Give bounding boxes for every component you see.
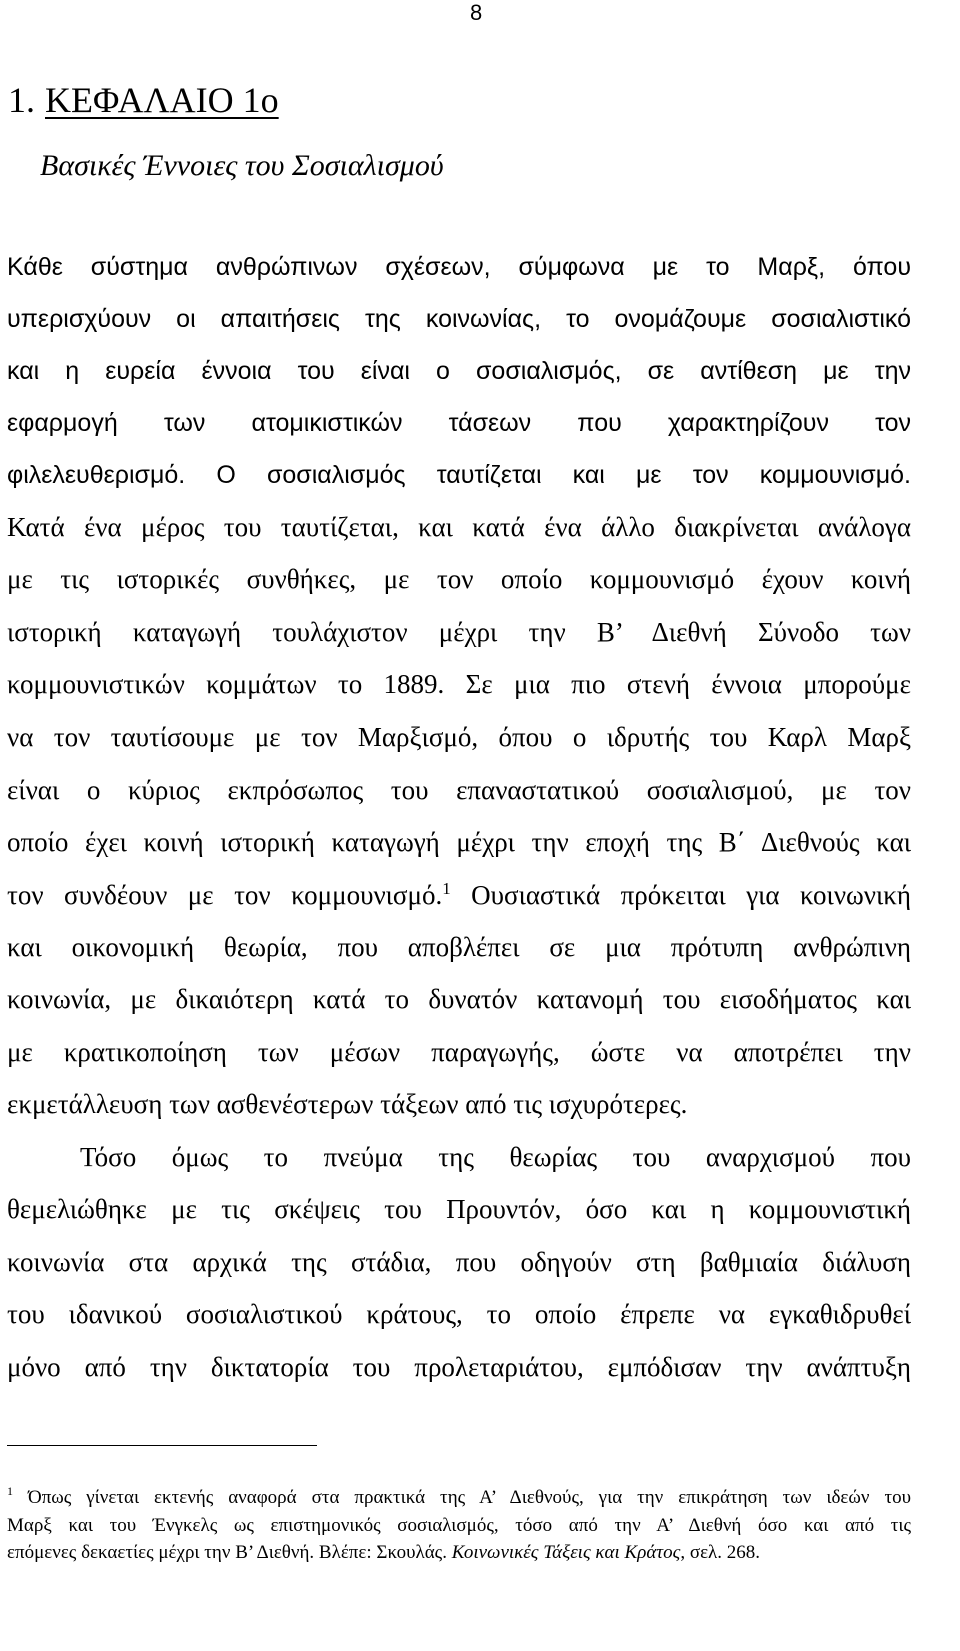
footnote-marker: 1 [7,1484,13,1498]
body-line: θεμελιώθηκε με τις σκέψεις του Προυντόν, όσο και η κομμουνιστική [7,1194,911,1224]
body-line: μόνο από την δικτατορία του προλεταριάτου, εμπόδισαν την ανάπτυξη [7,1352,911,1382]
body-line: κομμουνιστικών κομμάτων το 1889. Σε μια πιο στενή έννοια μπορούμε [7,669,911,699]
body-line: του ιδανικού σοσιαλιστικού κράτους, το οποίο έπρεπε να εγκαθιδρυθεί [7,1299,911,1329]
body-line: και η ευρεία έννοια του είναι ο σοσιαλισμός, σε αντίθεση με την [7,357,911,385]
footnote-text: επόμενες δεκαετίες μέχρι την Β’ Διεθνή. Βλέπε: Σκουλάς. [7,1542,452,1563]
chapter-number: 1. [8,80,35,120]
body-line-part: τον συνδέουν με τον κομμουνισμό. [7,880,443,910]
footnote-text: Όπως γίνεται εκτενής αναφορά στα πρακτικά της Α’ Διεθνούς, για την επικράτηση των ιδεών του [27,1487,912,1508]
body-line: υπερισχύουν οι απαιτήσεις της κοινωνίας, το ονομάζουμε σοσιαλιστικό [7,305,911,333]
body-line: να τον ταυτίσουμε με τον Μαρξισμό, όπου ο ιδρυτής του Καρλ Μαρξ [7,722,911,752]
body-line: οποίο έχει κοινή ιστορική καταγωγή μέχρι την εποχή της Β΄ Διεθνούς και [7,827,911,857]
footnote-line [7,1485,911,1510]
body-line-part: Ουσιαστικά πρόκειται για κοινωνική [450,880,911,910]
chapter-heading [8,78,279,122]
body-line: κοινωνία στα αρχικά της στάδια, που οδηγούν στη βαθμιαία διάλυση [7,1247,911,1277]
body-line: εφαρμογή των ατομικιστικών τάσεων που χαρακτηρίζουν τον [7,409,911,437]
body-line: ιστορική καταγωγή τουλάχιστον μέχρι την Β’ Διεθνή Σύνοδο των [7,617,911,647]
body-line: Κατά ένα μέρος του ταυτίζεται, και κατά ένα άλλο διακρίνεται ανάλογα [7,512,911,542]
body-line [7,878,911,912]
body-line: εκμετάλλευση των ασθενέστερων τάξεων από τις ισχυρότερες. [7,1089,688,1119]
body-line: και οικονομική θεωρία, που αποβλέπει σε μια πρότυπη ανθρώπινη [7,932,911,962]
section-subtitle: Βασικές Έννοιες του Σοσιαλισμού [40,149,444,182]
body-line: με κρατικοποίηση των μέσων παραγωγής, ώστε να αποτρέπει την [7,1037,911,1067]
footnote-text: , σελ. 268. [680,1542,761,1563]
footnote-reference[interactable]: 1 [442,879,451,898]
body-line: κοινωνία, με δικαιότερη κατά το δυνατόν κατανομή του εισοδήματος και [7,984,911,1014]
body-line: φιλελευθερισμό. Ο σοσιαλισμός ταυτίζεται και με τον κομμουνισμό. [7,461,911,489]
page-number: 8 [470,0,483,25]
footnote-line: Μαρξ και του Ένγκελς ως επιστημονικός σοσιαλισμός, τόσο από την Α’ Διεθνή όσο και από τις [7,1515,911,1536]
body-line: Κάθε σύστημα ανθρώπινων σχέσεων, σύμφωνα με το Μαρξ, όπου [7,253,911,281]
footnote-line [7,1540,911,1565]
body-line: με τις ιστορικές συνθήκες, με τον οποίο κομμουνισμό έχουν κοινή [7,564,911,594]
body-line: Τόσο όμως το πνεύμα της θεωρίας του αναρχισμού που [80,1142,911,1172]
chapter-title: ΚΕΦΑΛΑΙΟ 1ο [45,80,279,120]
body-line: είναι ο κύριος εκπρόσωπος του επαναστατικού σοσιαλισμού, με τον [7,775,911,805]
book-title: Κοινωνικές Τάξεις και Κράτος [451,1542,681,1563]
footnote-separator [7,1445,317,1446]
